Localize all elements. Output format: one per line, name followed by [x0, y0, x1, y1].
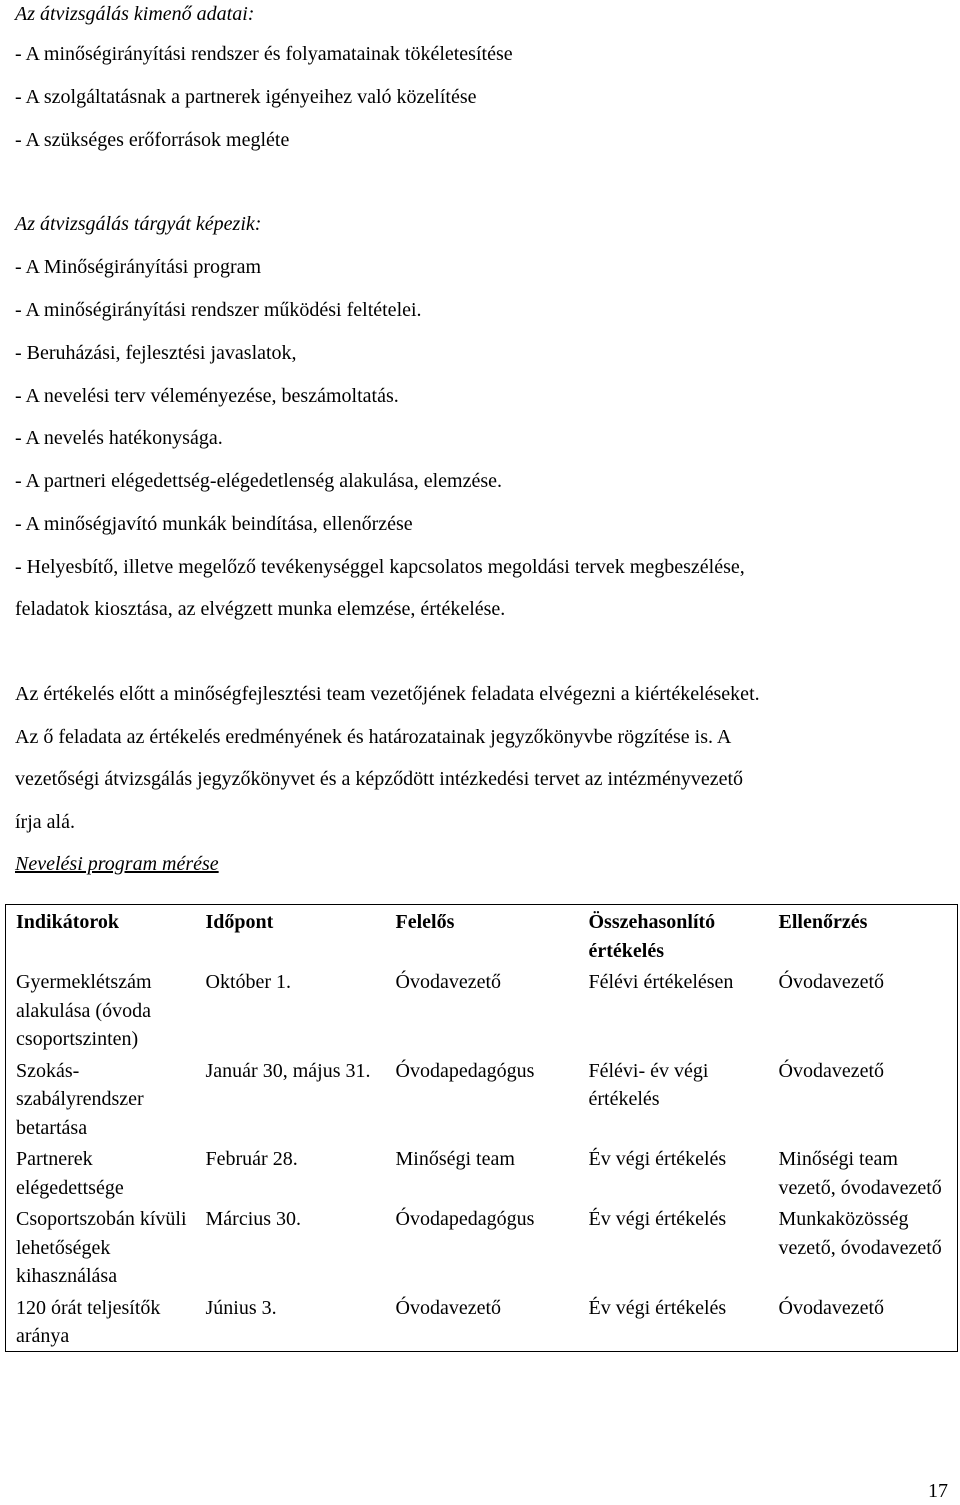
table-cell: Munkaközösség vezető, óvodavezető — [778, 1208, 942, 1259]
table-cell: Óvodapedagógus — [395, 1208, 535, 1230]
table-cell: Szokás-szabályrendszer betartása — [16, 1059, 144, 1139]
table-cell: Óvodavezető — [395, 971, 502, 993]
header-responsible: Felelős — [395, 911, 455, 933]
table-row — [6, 965, 958, 1054]
list-item: - A minőségirányítási rendszer és folyamatainak tökéletesítése — [15, 43, 513, 65]
list-item: - A nevelés hatékonysága. — [15, 427, 223, 449]
list-item: - A szolgáltatásnak a partnerek igényeihez való közelítése — [15, 86, 477, 108]
table-cell: Óvodavezető — [395, 1296, 502, 1319]
section-title-outputs: Az átvizsgálás kimenő adatai: — [15, 3, 255, 25]
measurement-table — [5, 904, 958, 1352]
paragraph-line: Az értékelés előtt a minőségfejlesztési team vezetőjének feladata elvégezni a kiértékeléseket. — [15, 683, 760, 705]
list-item: - A szükséges erőforrások megléte — [15, 129, 290, 151]
table-cell: Óvodapedagógus — [395, 1059, 535, 1082]
table-cell: Félévi értékelésen — [588, 971, 734, 993]
table-cell: Január 30, május 31. — [205, 1059, 371, 1082]
list-item: - A minőségirányítási rendszer működési feltételei. — [15, 299, 422, 321]
table-header-row — [6, 905, 958, 966]
table-cell: Február 28. — [205, 1148, 298, 1170]
list-item: - A nevelési terv véleményezése, beszámoltatás. — [15, 385, 399, 407]
list-item: - Helyesbítő, illetve megelőző tevékenységgel kapcsolatos megoldási tervek megbeszélése, — [15, 556, 745, 578]
paragraph-line: írja alá. — [15, 811, 75, 833]
table-row — [6, 1054, 958, 1143]
table-cell: Gyermeklétszám alakulása (óvoda csoportszinten) — [16, 971, 152, 1050]
table-cell: Év végi értékelés — [588, 1148, 727, 1170]
list-item: - A minőségjavító munkák beindítása, ellenőrzése — [15, 513, 413, 535]
page-number: 17 — [928, 1480, 948, 1502]
table-cell: Óvodavezető — [778, 971, 885, 993]
list-item: - Beruházási, fejlesztési javaslatok, — [15, 342, 297, 364]
table-cell: Év végi értékelés — [588, 1296, 727, 1319]
paragraph-line: Az ő feladata az értékelés eredményének és határozatainak jegyzőkönyvbe rögzítése is. A — [15, 726, 732, 748]
table-cell: Március 30. — [205, 1208, 302, 1230]
table-cell: Minőségi team — [395, 1148, 515, 1170]
table-cell: 120 órát teljesítők aránya — [16, 1296, 161, 1347]
header-indicators: Indikátorok — [16, 911, 120, 933]
list-item: feladatok kiosztása, az elvégzett munka elemzése, értékelése. — [15, 598, 506, 620]
table-cell: Minőségi team vezető, óvodavezető — [778, 1148, 942, 1199]
list-item: - A partneri elégedettség-elégedetlenség alakulása, elemzése. — [15, 470, 502, 492]
list-item: - A Minőségirányítási program — [15, 256, 262, 278]
table-row — [6, 1142, 958, 1202]
paragraph-line: vezetőségi átvizsgálás jegyzőkönyvet és a képződött intézkedési tervet az intézményvezető — [15, 768, 744, 790]
table-cell: Június 3. — [205, 1296, 277, 1319]
table-cell: Félévi- év végi értékelés — [588, 1059, 709, 1110]
table-cell: Óvodavezető — [778, 1059, 885, 1082]
header-control: Ellenőrzés — [778, 911, 868, 933]
table-row — [6, 1291, 958, 1352]
section-title-measurement: Nevelési program mérése — [15, 853, 219, 875]
header-date: Időpont — [205, 911, 274, 933]
table-cell: Év végi értékelés — [588, 1208, 727, 1230]
section-title-subjects: Az átvizsgálás tárgyát képezik: — [15, 213, 262, 235]
table-row — [6, 1202, 958, 1291]
table-cell: Partnerek elégedettsége — [16, 1148, 124, 1199]
table-cell: Óvodavezető — [778, 1296, 885, 1319]
table-cell: Október 1. — [205, 971, 292, 993]
table-cell: Csoportszobán kívüli lehetőségek kihasználása — [16, 1208, 187, 1287]
header-comparative-evaluation: Összehasonlító értékelés — [588, 911, 716, 962]
